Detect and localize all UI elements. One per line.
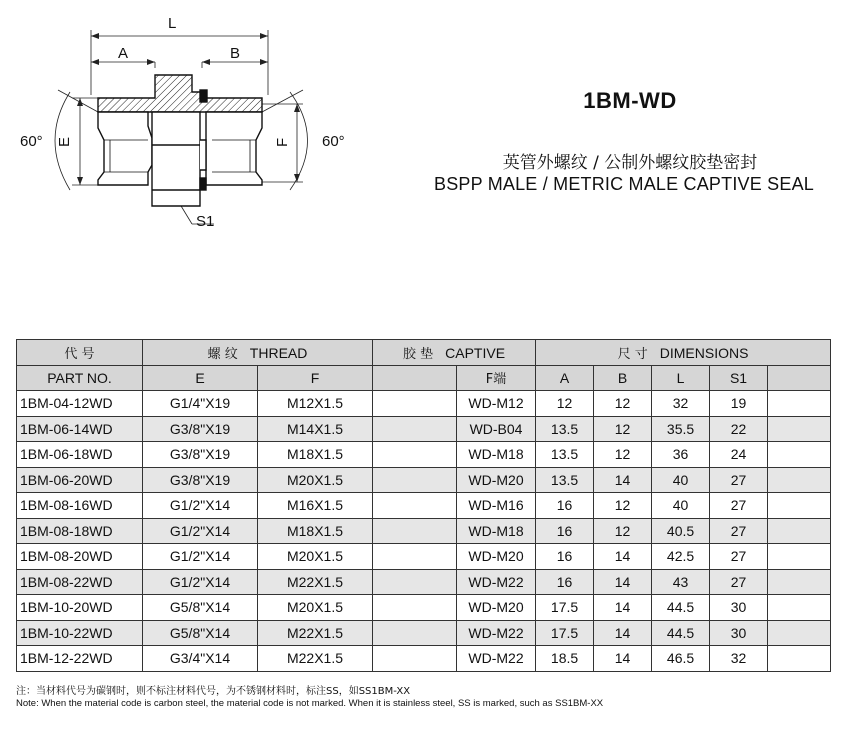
cell-extra xyxy=(768,620,831,646)
dim-B-label: B xyxy=(230,45,241,62)
cell-part-no: 1BM-06-18WD xyxy=(17,442,143,468)
s1-label: S1 xyxy=(196,213,215,230)
cell-dim-b: 14 xyxy=(594,467,652,493)
cell-thread-f: M12X1.5 xyxy=(258,391,373,417)
cell-thread-f: M18X1.5 xyxy=(258,442,373,468)
table-row xyxy=(17,595,831,621)
table-row xyxy=(17,646,831,672)
cell-dim-b: 12 xyxy=(594,518,652,544)
cell-dim-s1: 30 xyxy=(710,595,768,621)
cell-dim-s1: 24 xyxy=(710,442,768,468)
header-row-1 xyxy=(17,340,831,366)
cell-dim-l: 42.5 xyxy=(652,544,710,570)
dim-E-label: E xyxy=(56,136,73,147)
cell-dim-l: 32 xyxy=(652,391,710,417)
dim-A-label: A xyxy=(118,45,129,62)
cell-captive: WD-M22 xyxy=(457,646,536,672)
table-row xyxy=(17,518,831,544)
cell-dim-l: 44.5 xyxy=(652,620,710,646)
cell-dim-s1: 27 xyxy=(710,569,768,595)
cell-dim-a: 16 xyxy=(536,493,594,519)
cell-dim-a: 17.5 xyxy=(536,620,594,646)
header-col-f: F xyxy=(258,365,373,391)
cell-thread-e: G5/8"X14 xyxy=(143,595,258,621)
cell-thread-f: M20X1.5 xyxy=(258,544,373,570)
dim-F-label: F xyxy=(274,137,291,147)
cell-captive: WD-M16 xyxy=(457,493,536,519)
cell-thread-e: G3/8"X19 xyxy=(143,442,258,468)
cell-thread-e: G3/8"X19 xyxy=(143,467,258,493)
cell-part-no: 1BM-10-20WD xyxy=(17,595,143,621)
cell-thread-f: M20X1.5 xyxy=(258,467,373,493)
cell-extra xyxy=(768,646,831,672)
cell-blank xyxy=(373,416,457,442)
cell-thread-f: M16X1.5 xyxy=(258,493,373,519)
cell-part-no: 1BM-10-22WD xyxy=(17,620,143,646)
cell-thread-e: G1/4"X19 xyxy=(143,391,258,417)
cell-part-no: 1BM-06-20WD xyxy=(17,467,143,493)
table-row xyxy=(17,391,831,417)
cell-part-no: 1BM-12-22WD xyxy=(17,646,143,672)
cell-dim-b: 14 xyxy=(594,595,652,621)
cell-dim-a: 16 xyxy=(536,518,594,544)
cell-dim-b: 14 xyxy=(594,569,652,595)
cell-dim-b: 12 xyxy=(594,442,652,468)
cell-blank xyxy=(373,620,457,646)
cell-dim-l: 40.5 xyxy=(652,518,710,544)
product-title: 1BM-WD xyxy=(583,88,677,113)
cell-blank xyxy=(373,595,457,621)
cell-blank xyxy=(373,493,457,519)
cell-extra xyxy=(768,442,831,468)
header-col-e: E xyxy=(143,365,258,391)
table-row xyxy=(17,416,831,442)
cell-dim-a: 13.5 xyxy=(536,416,594,442)
cell-captive: WD-M22 xyxy=(457,620,536,646)
cell-thread-f: M14X1.5 xyxy=(258,416,373,442)
cell-dim-a: 13.5 xyxy=(536,467,594,493)
cell-thread-e: G1/2"X14 xyxy=(143,544,258,570)
cell-dim-l: 43 xyxy=(652,569,710,595)
header-row-2 xyxy=(17,365,831,391)
spec-table xyxy=(16,339,831,672)
cell-part-no: 1BM-08-20WD xyxy=(17,544,143,570)
note-english: Note: When the material code is carbon steel, the material code is not marked. When it is stainless steel, SS is marked, such as SS1BM-XX xyxy=(16,698,604,709)
cell-extra xyxy=(768,416,831,442)
cell-captive: WD-B04 xyxy=(457,416,536,442)
cell-captive: WD-M18 xyxy=(457,442,536,468)
cell-dim-a: 12 xyxy=(536,391,594,417)
cell-dim-a: 18.5 xyxy=(536,646,594,672)
cell-extra xyxy=(768,595,831,621)
subtitle-chinese: 英管外螺纹 / 公制外螺纹胶垫密封 xyxy=(502,153,758,173)
cell-blank xyxy=(373,467,457,493)
cell-dim-s1: 30 xyxy=(710,620,768,646)
header-col-a: A xyxy=(536,365,594,391)
header-col-blank xyxy=(373,365,457,391)
cell-blank xyxy=(373,646,457,672)
cell-dim-b: 14 xyxy=(594,544,652,570)
cell-thread-f: M20X1.5 xyxy=(258,595,373,621)
cell-extra xyxy=(768,493,831,519)
cell-dim-s1: 32 xyxy=(710,646,768,672)
table-row xyxy=(17,544,831,570)
cell-blank xyxy=(373,518,457,544)
cell-part-no: 1BM-08-18WD xyxy=(17,518,143,544)
cell-captive: WD-M20 xyxy=(457,467,536,493)
angle-left-label: 60° xyxy=(20,133,43,150)
cell-captive: WD-M22 xyxy=(457,569,536,595)
header-col-l: L xyxy=(652,365,710,391)
header-captive: 胶 垫 CAPTIVE xyxy=(373,340,536,366)
table-row xyxy=(17,442,831,468)
subtitle-english: BSPP MALE / METRIC MALE CAPTIVE SEAL xyxy=(434,174,814,194)
cell-extra xyxy=(768,391,831,417)
cell-dim-b: 12 xyxy=(594,493,652,519)
cell-extra xyxy=(768,544,831,570)
cell-captive: WD-M18 xyxy=(457,518,536,544)
cell-thread-f: M22X1.5 xyxy=(258,620,373,646)
dim-L-label: L xyxy=(168,15,177,32)
cell-dim-s1: 22 xyxy=(710,416,768,442)
header-col-fend: F端 xyxy=(457,365,536,391)
cell-dim-b: 12 xyxy=(594,416,652,442)
cell-dim-b: 14 xyxy=(594,620,652,646)
header-col-s1: S1 xyxy=(710,365,768,391)
cell-thread-e: G5/8"X14 xyxy=(143,620,258,646)
cell-thread-e: G1/2"X14 xyxy=(143,493,258,519)
fitting-technical-drawing xyxy=(0,0,360,250)
note-chinese: 注：当材料代号为碳钢时，则不标注材料代号，为不锈钢材料时，标注SS，如SS1BM-XX xyxy=(16,686,411,697)
header-dimensions: 尺 寸 DIMENSIONS xyxy=(536,340,831,366)
cell-dim-s1: 27 xyxy=(710,467,768,493)
header-part-cn: 代 号 xyxy=(17,340,143,366)
cell-dim-a: 16 xyxy=(536,544,594,570)
cell-dim-a: 16 xyxy=(536,569,594,595)
cell-dim-l: 40 xyxy=(652,493,710,519)
angle-right-label: 60° xyxy=(322,133,345,150)
cell-dim-s1: 27 xyxy=(710,544,768,570)
cell-thread-f: M22X1.5 xyxy=(258,569,373,595)
cell-thread-f: M22X1.5 xyxy=(258,646,373,672)
cell-blank xyxy=(373,544,457,570)
cell-part-no: 1BM-06-14WD xyxy=(17,416,143,442)
cell-dim-l: 35.5 xyxy=(652,416,710,442)
cell-extra xyxy=(768,569,831,595)
cell-blank xyxy=(373,442,457,468)
header-col-extra xyxy=(768,365,831,391)
cell-part-no: 1BM-04-12WD xyxy=(17,391,143,417)
cell-thread-e: G3/8"X19 xyxy=(143,416,258,442)
cell-dim-s1: 27 xyxy=(710,493,768,519)
cell-part-no: 1BM-08-16WD xyxy=(17,493,143,519)
cell-captive: WD-M20 xyxy=(457,544,536,570)
header-part-en: PART NO. xyxy=(17,365,143,391)
cell-dim-l: 46.5 xyxy=(652,646,710,672)
table-row xyxy=(17,620,831,646)
table-row xyxy=(17,569,831,595)
cell-thread-e: G1/2"X14 xyxy=(143,569,258,595)
cell-dim-l: 44.5 xyxy=(652,595,710,621)
cell-extra xyxy=(768,518,831,544)
cell-captive: WD-M12 xyxy=(457,391,536,417)
cell-captive: WD-M20 xyxy=(457,595,536,621)
cell-dim-l: 36 xyxy=(652,442,710,468)
cell-dim-s1: 19 xyxy=(710,391,768,417)
cell-thread-e: G1/2"X14 xyxy=(143,518,258,544)
cell-dim-l: 40 xyxy=(652,467,710,493)
cell-thread-e: G3/4"X14 xyxy=(143,646,258,672)
cell-part-no: 1BM-08-22WD xyxy=(17,569,143,595)
cell-dim-b: 12 xyxy=(594,391,652,417)
table-row xyxy=(17,467,831,493)
table-row xyxy=(17,493,831,519)
cell-dim-a: 13.5 xyxy=(536,442,594,468)
table-body xyxy=(17,391,831,672)
cell-blank xyxy=(373,391,457,417)
cell-dim-a: 17.5 xyxy=(536,595,594,621)
cell-extra xyxy=(768,467,831,493)
cell-dim-s1: 27 xyxy=(710,518,768,544)
header-thread: 螺 纹 THREAD xyxy=(143,340,373,366)
cell-thread-f: M18X1.5 xyxy=(258,518,373,544)
cell-blank xyxy=(373,569,457,595)
header-col-b: B xyxy=(594,365,652,391)
cell-dim-b: 14 xyxy=(594,646,652,672)
